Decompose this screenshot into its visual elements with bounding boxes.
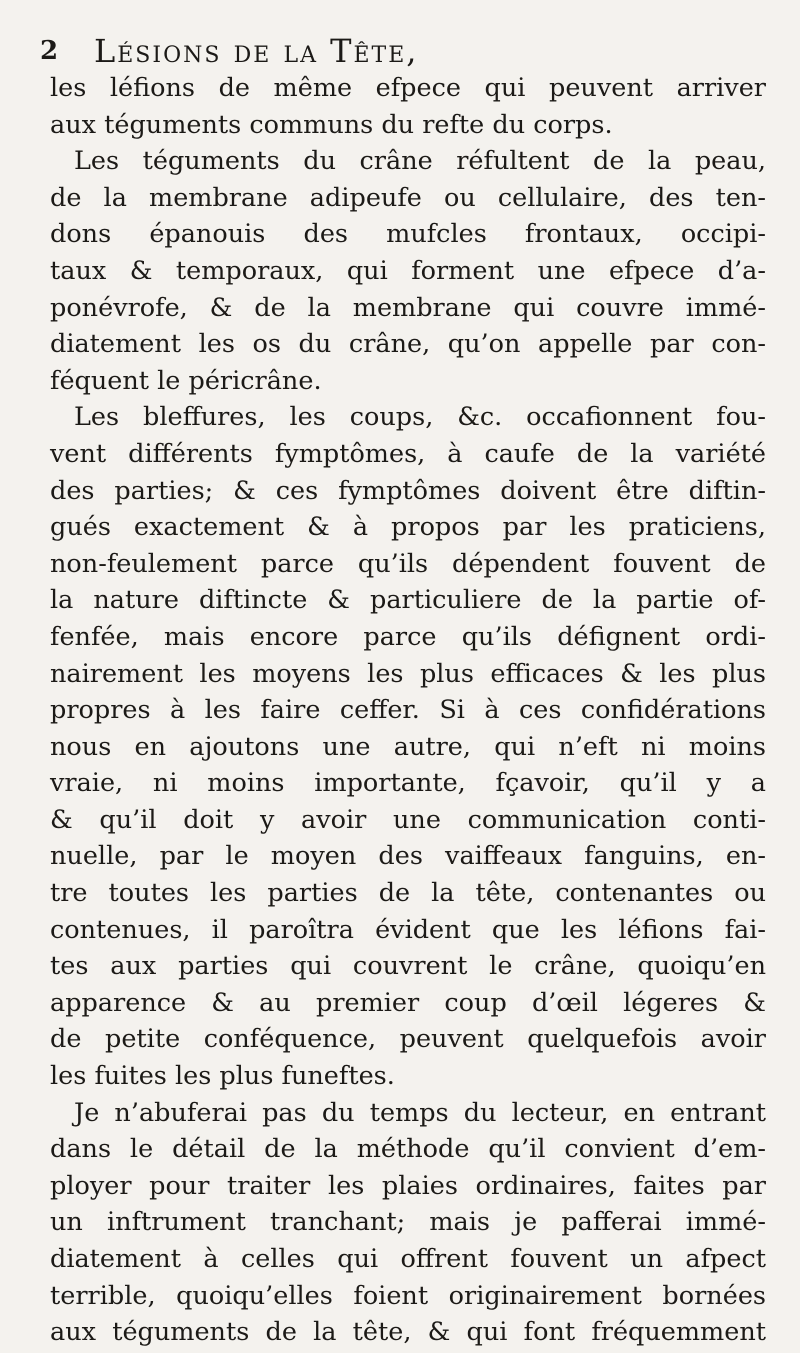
text-line: propres à les faire ceffer. Si à ces confidérations (50, 695, 766, 726)
body-text (50, 70, 766, 1351)
text-line: nairement les moyens les plus efficaces & les plus (50, 658, 766, 689)
text-line: nuelle, par le moyen des vaiffeaux fanguins, en- (50, 841, 766, 872)
text-line: fenfée, mais encore parce qu’ils défignent ordi- (50, 621, 766, 652)
text-line: des parties; & ces fymptômes doivent être diftin- (50, 475, 766, 506)
text-line: dans le détail de la méthode qu’il convient d’em- (50, 1134, 766, 1165)
text-line: de petite conféquence, peuvent quelquefois avoir (50, 1024, 766, 1055)
text-line: contenues, il paroîtra évident que les léfions fai- (50, 914, 766, 945)
running-title: Lésions de la Tête, (94, 32, 419, 70)
page-number: 2 (40, 36, 59, 66)
text-line: apparence & au premier coup d’œil légeres & (50, 987, 766, 1018)
text-line: tes aux parties qui couvrent le crâne, quoiqu’en (50, 951, 766, 982)
text-line: non-feulement parce qu’ils dépendent fouvent de (50, 548, 766, 579)
text-line: la nature diftincte & particuliere de la partie of- (50, 585, 766, 616)
text-line: les fuites les plus funeftes. (50, 1061, 395, 1092)
text-line: taux & temporaux, qui forment une efpece d’a- (50, 255, 766, 286)
text-line: les léfions de même efpece qui peuvent arriver (50, 73, 766, 103)
text-line: tre toutes les parties de la tête, contenantes ou (50, 878, 766, 909)
text-line: Les bleffures, les coups, &c. occafionnent fou- (74, 402, 766, 433)
text-line: & qu’il doit y avoir une communication conti- (50, 804, 766, 835)
text-line: Je n’abuferai pas du temps du lecteur, en entrant (74, 1097, 766, 1128)
text-line: de la membrane adipeufe ou cellulaire, des ten- (50, 182, 766, 213)
text-line: un inftrument tranchant; mais je pafferai immé- (50, 1207, 766, 1238)
text-line: diatement les os du crâne, qu’on appelle par con- (50, 329, 766, 360)
text-line: aux téguments de la tête, & qui font fréquemment (50, 1317, 766, 1348)
text-line: gués exactement & à propos par les praticiens, (50, 512, 766, 543)
text-line: diatement à celles qui offrent fouvent un afpect (50, 1244, 766, 1274)
text-line: aux téguments communs du refte du corps. (50, 109, 613, 140)
text-line: féquent le péricrâne. (50, 365, 322, 396)
text-line: terrible, quoiqu’elles foient originairement bornées (50, 1280, 766, 1311)
text-line: ployer pour traiter les plaies ordinaires, faites par (50, 1170, 766, 1201)
text-line: vraie, ni moins importante, fçavoir, qu’il y a (50, 768, 766, 799)
text-line: ponévrofe, & de la membrane qui couvre immé- (50, 292, 766, 323)
text-line: vent différents fymptômes, à caufe de la variété (50, 438, 766, 469)
page-header (40, 28, 770, 72)
text-line: Les téguments du crâne réfultent de la peau, (74, 146, 766, 177)
text-line: nous en ajoutons une autre, qui n’eft ni moins (50, 731, 766, 762)
text-line: dons épanouis des mufcles frontaux, occipi- (50, 219, 766, 250)
